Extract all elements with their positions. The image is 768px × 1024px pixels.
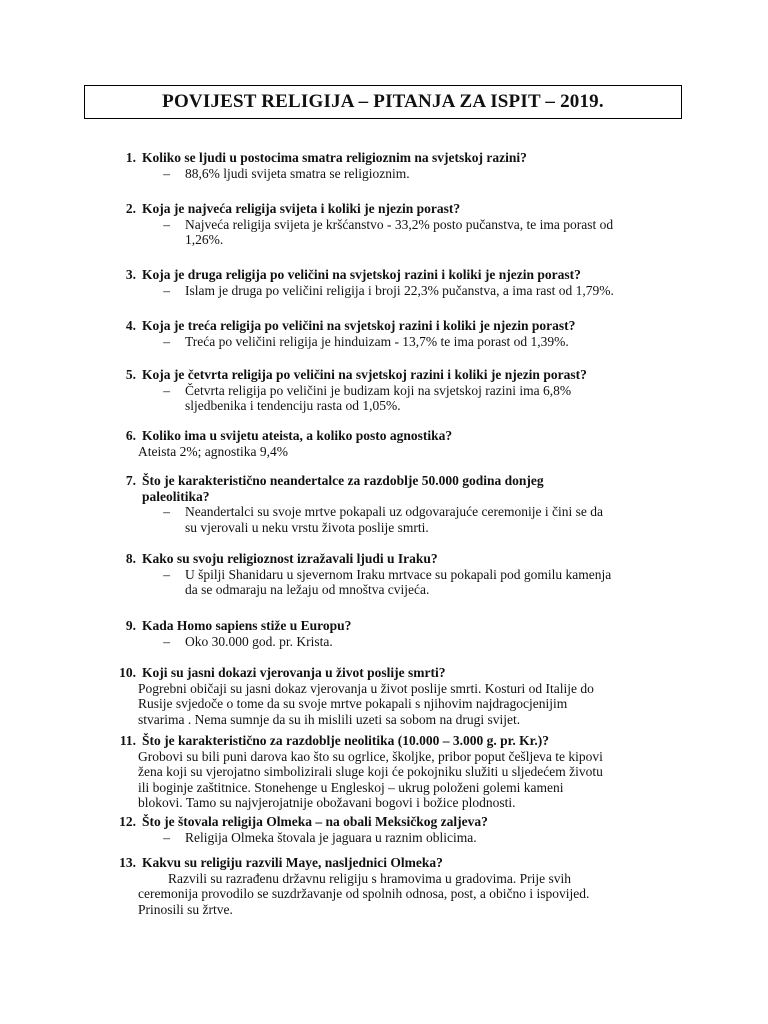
question-number: 9. xyxy=(125,618,136,633)
answer-text: ceremonija provodilo se suzdržavanje od spolnih odnosa, post, a obično i ispovijed. xyxy=(138,886,590,901)
answer-text: Neandertalci su svoje mrtve pokapali uz odgovarajuće ceremonije i čini se da xyxy=(185,504,603,519)
answer-text: Ateista 2%; agnostika 9,4% xyxy=(138,443,288,459)
dash-bullet: – xyxy=(163,282,170,298)
dash-bullet: – xyxy=(163,504,170,519)
question-number: 4. xyxy=(125,318,136,333)
question-text: Koja je najveća religija svijeta i koliki je njezin porast? xyxy=(142,201,461,216)
question-7 xyxy=(117,473,717,535)
question-6 xyxy=(117,428,717,459)
dash-bullet: – xyxy=(163,633,170,649)
question-text: Što je karakteristično neandertalce za razdoblje 50.000 godina donjeg xyxy=(142,473,544,488)
question-11 xyxy=(117,733,717,811)
question-12 xyxy=(117,814,717,845)
answer-text: Islam je druga po veličini religija i broji 22,3% pučanstva, a ima rast od 1,79%. xyxy=(185,282,614,298)
question-text: Koliko ima u svijetu ateista, a koliko posto agnostika? xyxy=(142,428,453,443)
question-4 xyxy=(117,318,717,349)
answer-text: žena koji su vjerojatno simbolizirali sluge koji će pokojniku služiti u sljedećem životu xyxy=(138,764,603,779)
question-number: 10. xyxy=(119,665,136,680)
question-3 xyxy=(117,267,717,298)
answer-text: Oko 30.000 god. pr. Krista. xyxy=(185,633,333,649)
question-text: Kakvu su religiju razvili Maye, nasljednici Olmeka? xyxy=(142,855,443,870)
question-2 xyxy=(117,201,717,248)
question-text: Koja je treća religija po veličini na svjetskoj razini i koliki je njezin porast? xyxy=(142,318,576,333)
question-number: 1. xyxy=(125,150,136,165)
question-number: 11. xyxy=(119,733,136,748)
answer-text: Prinosili su žrtve. xyxy=(138,901,233,917)
question-text: Što je karakteristično za razdoblje neolitika (10.000 – 3.000 g. pr. Kr.)? xyxy=(142,733,549,748)
dash-bullet: – xyxy=(163,566,170,582)
answer-text: 88,6% ljudi svijeta smatra se religioznim. xyxy=(185,165,410,181)
answer-text: stvarima . Nema sumnje da su ih mislili uzeti sa sobom na drugi svijet. xyxy=(138,711,521,727)
dash-bullet: – xyxy=(163,382,170,398)
answer-text: Rusije svjedoče o tome da su svoje mrtve pokapali s njihovim najdragocjenijim xyxy=(138,696,568,711)
question-text: Koji su jasni dokazi vjerovanja u život poslije smrti? xyxy=(142,665,446,680)
question-text: Kako su svoju religioznost izražavali ljudi u Iraku? xyxy=(142,551,438,566)
answer-text: Pogrebni običaji su jasni dokaz vjerovanja u život poslije smrti. Kosturi od Italije do xyxy=(138,680,594,696)
dash-bullet: – xyxy=(163,165,170,181)
answer-text: su vjerovali u neku vrstu života poslije smrti. xyxy=(185,519,429,535)
question-text: Koja je druga religija po veličini na svjetskoj razini i koliki je njezin porast? xyxy=(142,267,581,282)
answer-text: sljedbenika i tendenciju rasta od 1,05%. xyxy=(185,398,401,413)
question-text: Koliko se ljudi u postocima smatra religioznim na svjetskoj razini? xyxy=(142,150,527,165)
answer-text: da se odmaraju na ležaju od mnoštva cvijeća. xyxy=(185,582,430,597)
question-10 xyxy=(117,665,717,727)
question-number: 8. xyxy=(125,551,136,566)
title-box xyxy=(84,85,682,119)
question-number: 13. xyxy=(119,855,136,870)
answer-text: Treća po veličini religija je hinduizam - 13,7% te ima porast od 1,39%. xyxy=(185,333,569,349)
answer-text: Najveća religija svijeta je kršćanstvo - 33,2% posto pučanstva, te ima porast od xyxy=(185,216,614,232)
question-number: 6. xyxy=(125,428,136,443)
dash-bullet: – xyxy=(163,829,170,845)
dash-bullet: – xyxy=(163,333,170,349)
question-text: Što je štovala religija Olmeka – na obali Meksičkog zaljeva? xyxy=(142,814,488,829)
answer-text: Grobovi su bili puni darova kao što su ogrlice, školjke, pribor poput češljeva te kipovi xyxy=(138,748,603,764)
answer-text: Razvili su razrađenu državnu religiju s hramovima u gradovima. Prije svih xyxy=(168,870,572,886)
answer-text: Četvrta religija po veličini je budizam koji na svjetskoj razini ima 6,8% xyxy=(185,382,572,398)
answer-text: 1,26%. xyxy=(185,232,224,247)
answer-text: blokovi. Tamo su najvjerojatnije obožavani bogovi i božice plodnosti. xyxy=(138,795,516,810)
page-title: POVIJEST RELIGIJA – PITANJA ZA ISPIT – 2019. xyxy=(162,91,604,112)
answer-text: Religija Olmeka štovala je jaguara u raznim oblicima. xyxy=(185,829,477,845)
question-number: 2. xyxy=(125,201,136,216)
question-text: Koja je četvrta religija po veličini na svjetskoj razini i koliki je njezin porast? xyxy=(142,367,587,382)
question-text: Kada Homo sapiens stiže u Europu? xyxy=(142,618,352,633)
answer-text: ili boginje zaštitnice. Stonehenge u Engleskoj – ukrug položeni golemi kameni xyxy=(138,779,564,795)
answer-text: U špilji Shanidaru u sjevernom Iraku mrtvace su pokapali pod gomilu kamenja xyxy=(185,566,612,582)
dash-bullet: – xyxy=(163,216,170,232)
question-8 xyxy=(117,551,717,598)
question-number: 7. xyxy=(125,473,136,488)
question-number: 5. xyxy=(125,367,136,382)
question-5 xyxy=(117,367,717,414)
question-text: paleolitika? xyxy=(142,488,210,504)
question-13 xyxy=(117,855,717,917)
question-number: 12. xyxy=(119,814,136,829)
question-1 xyxy=(117,150,717,181)
question-9 xyxy=(117,618,717,649)
question-number: 3. xyxy=(125,267,136,282)
